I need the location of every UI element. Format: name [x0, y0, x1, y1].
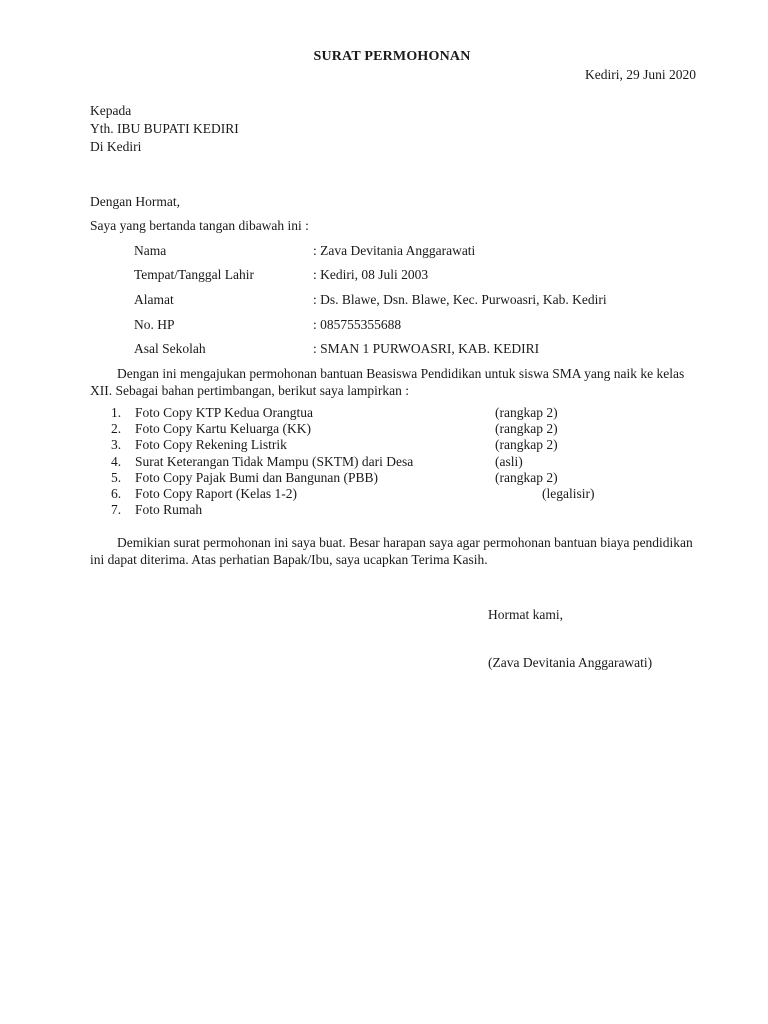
list-item-text: Surat Keterangan Tidak Mampu (SKTM) dari Desa	[135, 453, 414, 469]
body-paragraph-text: Dengan ini mengajukan permohonan bantuan Beasiswa Pendidikan untuk siswa SMA yang naik ke kelas XII. Sebagai bahan pertimbangan, berikut saya lampirkan :	[90, 366, 685, 398]
list-item-note: (rangkap 2)	[495, 437, 558, 453]
list-item-number: 4.	[111, 453, 122, 469]
list-item-number: 6.	[111, 485, 122, 501]
identity-value: : Kediri, 08 Juli 2003	[313, 267, 429, 282]
sign-off: Hormat kami,	[488, 607, 563, 622]
recipient-line: Kepada	[90, 103, 132, 118]
identity-value: : 085755355688	[313, 317, 402, 332]
greeting: Dengan Hormat,	[90, 194, 180, 209]
identity-label: Alamat	[134, 292, 174, 307]
list-item-text: Foto Copy Pajak Bumi dan Bangunan (PBB)	[135, 469, 378, 485]
body-paragraph	[90, 365, 702, 399]
identity-label: Tempat/Tanggal Lahir	[134, 267, 254, 282]
list-item-note: (rangkap 2)	[495, 405, 558, 420]
identity-label: Nama	[134, 243, 167, 258]
list-item-number: 1.	[111, 405, 122, 420]
closing-paragraph	[90, 534, 702, 568]
list-item-text: Foto Copy Rekening Listrik	[135, 437, 287, 453]
closing-paragraph-text: Demikian surat permohonan ini saya buat. Besar harapan saya agar permohonan bantuan biaya pendidikan ini dapat diterima. Atas perhatian Bapak/Ibu, saya ucapkan Terima Kasih.	[90, 535, 693, 567]
list-item-number: 3.	[111, 437, 122, 453]
list-item-note: (rangkap 2)	[495, 469, 558, 485]
list-item-note: (asli)	[495, 453, 523, 469]
letter-date: Kediri, 29 Juni 2020	[585, 67, 696, 82]
list-item-note: (legalisir)	[542, 485, 595, 501]
identity-value: : Zava Devitania Anggarawati	[313, 243, 476, 258]
list-item-number: 5.	[111, 469, 122, 485]
intro-text: Saya yang bertanda tangan dibawah ini :	[90, 218, 309, 233]
list-item-number: 2.	[111, 421, 122, 437]
identity-label: Asal Sekolah	[134, 341, 206, 356]
identity-value: : Ds. Blawe, Dsn. Blawe, Kec. Purwoasri, Kab. Kediri	[313, 292, 607, 307]
recipient-line: Yth. IBU BUPATI KEDIRI	[90, 121, 239, 136]
list-item-text: Foto Copy Kartu Keluarga (KK)	[135, 421, 311, 437]
list-item-text: Foto Copy Raport (Kelas 1-2)	[135, 485, 297, 501]
list-item-note: (rangkap 2)	[495, 421, 558, 437]
list-item-text: Foto Copy KTP Kedua Orangtua	[135, 405, 313, 420]
letter-title: SURAT PERMOHONAN	[313, 49, 471, 64]
recipient-line: Di Kediri	[90, 139, 142, 154]
list-item-text: Foto Rumah	[135, 502, 203, 518]
identity-label: No. HP	[134, 317, 175, 332]
list-item-number: 7.	[111, 502, 122, 518]
signatory-name: (Zava Devitania Anggarawati)	[488, 655, 653, 670]
identity-value: : SMAN 1 PURWOASRI, KAB. KEDIRI	[313, 341, 540, 356]
